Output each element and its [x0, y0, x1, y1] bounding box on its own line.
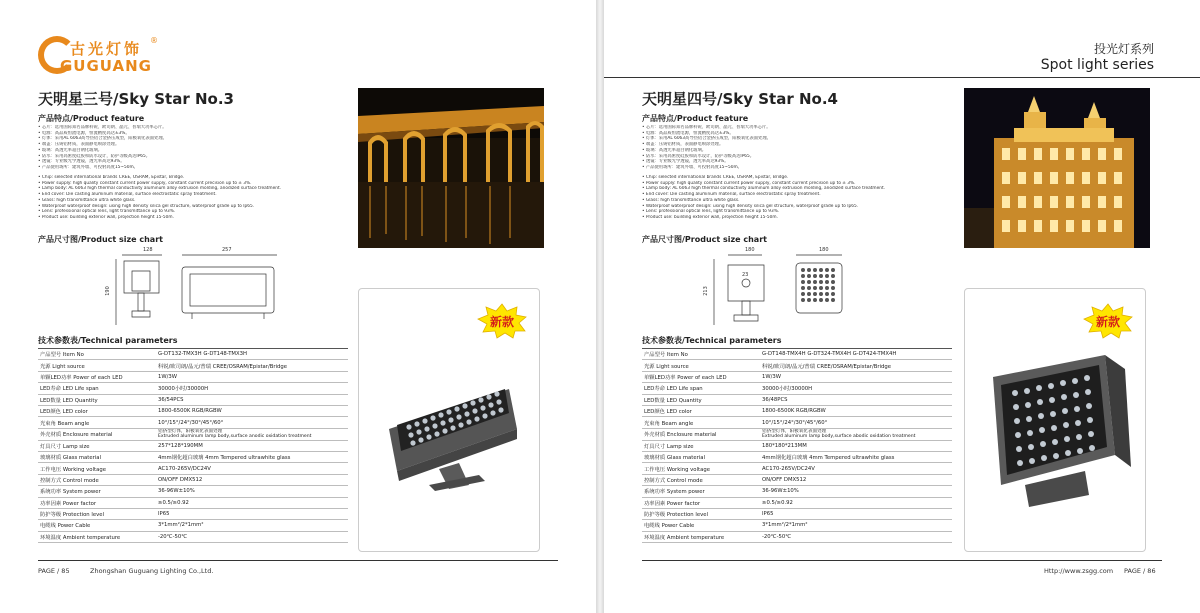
- param-name: LED数量 LED Quantity: [642, 394, 760, 405]
- param-name: 电缆线 Power Cable: [642, 520, 760, 531]
- size-chart-drawing: [112, 253, 282, 328]
- param-name: 灯具尺寸 Lamp size: [38, 440, 156, 451]
- dim-bracket: 23: [742, 272, 749, 278]
- param-value: 36/48PCS: [760, 394, 952, 405]
- param-value: 1W/3W: [760, 371, 952, 382]
- param-value: AC170-265V/DC24V: [156, 463, 348, 474]
- feature-item: • Glass: high transmittance ultra white glass.: [38, 197, 136, 203]
- size-chart-heading: 产品尺寸图/Product size chart: [642, 235, 767, 244]
- building-lighting-photo: [964, 88, 1150, 248]
- page-number: PAGE / 85: [38, 567, 70, 575]
- feature-item: • Waterproof waterproof design: using high density silica gel structure, waterproof grade up to Ip65.: [642, 203, 859, 209]
- param-value: 3*1mm²/2*1mm²: [156, 520, 348, 531]
- param-name: 功率因素 Power factor: [642, 497, 760, 508]
- size-chart-drawing: [710, 253, 860, 328]
- param-row: [642, 405, 952, 416]
- param-row: [642, 349, 952, 360]
- feature-item: • 透镜：专业级光学透镜，透光率高达93%。: [38, 159, 125, 165]
- page-number: PAGE / 86: [1124, 567, 1156, 575]
- param-value: 257*128*190MM: [156, 440, 348, 451]
- param-value: 36/54PCS: [156, 394, 348, 405]
- param-name: LED寿命 LED Life span: [642, 383, 760, 394]
- param-row: [38, 428, 348, 440]
- param-name: LED颜色 LED color: [642, 405, 760, 416]
- param-name: 光源 Light source: [38, 360, 156, 371]
- product-photo-box: [358, 288, 540, 552]
- bridge-lighting-photo: [358, 88, 544, 248]
- param-value: 36-96W±10%: [156, 486, 348, 497]
- param-row: [38, 463, 348, 474]
- dim-side-width: 180: [745, 247, 755, 253]
- param-row: [38, 383, 348, 394]
- param-value: -20℃-50℃: [156, 531, 348, 542]
- param-row: [642, 474, 952, 485]
- feature-item: • 端盖：压铸铝材质，表面静电喷涂处理。: [642, 142, 724, 148]
- feature-item: • Glass: high transmittance ultra white glass.: [642, 197, 740, 203]
- param-name: 系统功率 System power: [642, 486, 760, 497]
- new-product-badge: [1083, 303, 1133, 339]
- feature-item: • 玻璃：高透光率超白钢化玻璃。: [38, 147, 103, 153]
- feature-item: • Waterproof waterproof design: using high density silica gel structure, waterproof grade up to Ip65.: [38, 203, 255, 209]
- param-name: 工作电压 Working voltage: [642, 463, 760, 474]
- feature-item: • End cover: Die casting aluminum material, surface electrostatic spray treatment.: [38, 192, 217, 198]
- feature-item: • 玻璃：高透光率超白钢化玻璃。: [642, 147, 707, 153]
- params-table: [642, 348, 952, 543]
- param-row: [38, 474, 348, 485]
- param-row: [38, 486, 348, 497]
- param-value: ≥0.5/≥0.92: [760, 497, 952, 508]
- new-badge-label: 新款: [489, 315, 514, 329]
- param-value: 3*1mm²/2*1mm²: [760, 520, 952, 531]
- param-row: [642, 417, 952, 428]
- param-value: IP65: [156, 508, 348, 519]
- param-row: [642, 520, 952, 531]
- param-row: [642, 486, 952, 497]
- param-row: [38, 451, 348, 462]
- param-row: [642, 394, 952, 405]
- feature-item: • Lens: professional optical lens, light transmittance up to 93%.: [642, 209, 780, 215]
- param-value: 30000小时/30000H: [760, 383, 952, 394]
- param-value: 1800-6500K RGB/RGBW: [156, 405, 348, 416]
- param-row: [38, 394, 348, 405]
- brand-name-en: GUGUANG: [60, 57, 152, 75]
- param-row: [38, 371, 348, 382]
- param-name: 外壳材质 Enclosure material: [38, 428, 156, 440]
- book-spine: [596, 0, 604, 613]
- param-value: 10°/15°/24°/30°/45°/60°: [760, 417, 952, 428]
- param-value: 科锐/欧司朗/晶元/普瑞 CREE/OSRAM/Epistar/Bridge: [156, 360, 348, 371]
- feature-item: • Chip: selected international brands CREE, OSRAM, Epistar, Bridge.: [642, 175, 789, 180]
- param-row: [38, 520, 348, 531]
- feature-item: • 电源：高品质恒流电源，恒流精度高达±3%。: [38, 130, 130, 136]
- param-name: LED颜色 LED color: [38, 405, 156, 416]
- feature-item: • Lamp body: AL 6063 high thermal conductivity aluminum alloy extrusion molding, anodized surface treatment.: [38, 186, 282, 192]
- param-row: [38, 405, 348, 416]
- feature-heading: 产品特点/Product feature: [642, 114, 749, 123]
- param-row: [642, 440, 952, 451]
- param-value: 180*180*213MM: [760, 440, 952, 451]
- dim-front-width: 180: [819, 247, 829, 253]
- feature-item: • Chip: selected international brands CREE, OSRAM, Epistar, Bridge.: [38, 175, 185, 180]
- param-value: AC170-265V/DC24V: [760, 463, 952, 474]
- feature-item: • 防水：采用高密度硅胶和防水设计，防护等级高达IP65。: [642, 153, 755, 159]
- param-value: IP65: [760, 508, 952, 519]
- param-value: 1W/3W: [156, 371, 348, 382]
- param-name: 工作电压 Working voltage: [38, 463, 156, 474]
- feature-item: • 产品使用场所：建筑外墙、可投射高度15~50m。: [642, 164, 742, 170]
- new-product-badge: [477, 303, 527, 339]
- footer-rule: [38, 560, 558, 561]
- new-badge-label: 新款: [1095, 315, 1120, 329]
- param-name: 产品型号 Item No: [38, 349, 156, 360]
- feature-item: • Power supply: high quality constant current power supply, constant current precision up to ± 3%.: [642, 180, 856, 186]
- param-value: 4mm钢化超白玻璃 4mm Tempered ultrawhite glass: [760, 451, 952, 462]
- param-row: [642, 428, 952, 440]
- param-name: 系统功率 System power: [38, 486, 156, 497]
- param-name: LED数量 LED Quantity: [38, 394, 156, 405]
- param-value: 铝挤型灯体，阳极氧化表面处理 Extruded aluminum lamp body,surface abodic oxidation treatment: [760, 428, 952, 440]
- param-row: [642, 531, 952, 542]
- param-name: 灯具尺寸 Lamp size: [642, 440, 760, 451]
- feature-item: • 端盖：压铸铝材质，表面静电喷涂处理。: [38, 142, 120, 148]
- param-name: LED寿命 LED Life span: [38, 383, 156, 394]
- param-value: 4mm钢化超白玻璃 4mm Tempered ultrawhite glass: [156, 451, 348, 462]
- param-value: 10°/15°/24°/30°/45°/60°: [156, 417, 348, 428]
- param-name: 控制方式 Control mode: [642, 474, 760, 485]
- feature-item: • End cover: Die casting aluminum material, surface electrostatic spray treatment.: [642, 192, 821, 198]
- param-value: G-DT132-TMX3H G-DT148-TMX3H: [156, 349, 348, 360]
- param-row: [642, 371, 952, 382]
- feature-item: • Lamp body: AL 6063 high thermal conductivity aluminum alloy extrusion molding, anodized surface treatment.: [642, 186, 886, 192]
- param-name: 电缆线 Power Cable: [38, 520, 156, 531]
- param-name: 玻璃材质 Glass material: [38, 451, 156, 462]
- feature-item: • 灯体：采用AL 6063高导热铝合金挤压成型，阳极氧化表面处理。: [38, 136, 167, 142]
- param-value: G-DT148-TMX4H G-DT324-TMX4H G-DT424-TMX4H: [760, 349, 952, 360]
- company-name: Zhongshan Guguang Lighting Co.,Ltd.: [90, 567, 214, 575]
- param-row: [38, 508, 348, 519]
- param-row: [642, 383, 952, 394]
- dim-height: 190: [104, 286, 111, 296]
- product-title: 天明星四号/Sky Star No.4: [642, 90, 838, 108]
- param-row: [642, 508, 952, 519]
- dim-front-width: 257: [222, 247, 232, 253]
- param-name: 外壳材质 Enclosure material: [642, 428, 760, 440]
- feature-item: • Product use: building exterior wall, projection height 15-50m.: [38, 214, 174, 220]
- feature-item: • 产品使用场所：建筑外墙、可投射高度15~50m。: [38, 164, 138, 170]
- feature-item: • 芯片：选用国际知名品牌科锐、欧司朗、晶元、普瑞大功率芯片。: [38, 125, 167, 130]
- dim-height: 213: [702, 286, 709, 296]
- param-name: 光源 Light source: [642, 360, 760, 371]
- feature-list-cn: [642, 125, 942, 171]
- param-value: ON/OFF DMX512: [156, 474, 348, 485]
- param-row: [38, 440, 348, 451]
- feature-item: • 灯体：采用AL 6063高导热铝合金挤压成型，阳极氧化表面处理。: [642, 136, 771, 142]
- param-name: 防护等级 Protection level: [38, 508, 156, 519]
- param-name: 单颗LED功率 Power of each LED: [642, 371, 760, 382]
- param-name: 环境温度 Ambient temperature: [38, 531, 156, 542]
- product-title: 天明星三号/Sky Star No.3: [38, 90, 234, 108]
- param-value: ON/OFF DMX512: [760, 474, 952, 485]
- param-value: 36-96W±10%: [760, 486, 952, 497]
- param-name: 功率因素 Power factor: [38, 497, 156, 508]
- param-name: 产品型号 Item No: [642, 349, 760, 360]
- feature-list-cn: [38, 125, 338, 171]
- param-name: 单颗LED功率 Power of each LED: [38, 371, 156, 382]
- param-row: [38, 497, 348, 508]
- params-table: [38, 348, 348, 543]
- feature-item: • 防水：采用高密度硅胶和防水设计，防护等级高达IP65。: [38, 153, 151, 159]
- param-row: [642, 360, 952, 371]
- feature-item: • Power supply: high quality constant current power supply, constant current precision up to ± 3%.: [38, 180, 252, 186]
- feature-item: • 电源：高品质恒流电源，恒流精度高达±3%。: [642, 130, 734, 136]
- series-title-cn: 投光灯系列: [1093, 42, 1154, 56]
- brand-name-cn: 古光灯饰: [70, 40, 143, 58]
- feature-item: • Lens: professional optical lens, light transmittance up to 93%.: [38, 209, 176, 215]
- feature-list-en: [642, 175, 942, 221]
- series-title-en: Spot light series: [1040, 57, 1154, 73]
- param-value: 1800-6500K RGB/RGBW: [760, 405, 952, 416]
- feature-item: • 芯片：选用国际知名品牌科锐、欧司朗、晶元、普瑞大功率芯片。: [642, 125, 771, 130]
- product-photo-box: [964, 288, 1146, 552]
- param-name: 光束角 Beam angle: [642, 417, 760, 428]
- feature-item: • Product use: building exterior wall, projection height 15-50m.: [642, 214, 778, 220]
- param-value: 30000小时/30000H: [156, 383, 348, 394]
- registered-mark: ®: [150, 36, 158, 45]
- catalog-page-85: [0, 0, 596, 613]
- param-name: 控制方式 Control mode: [38, 474, 156, 485]
- params-heading: 技术参数表/Technical parameters: [38, 336, 178, 345]
- param-name: 环境温度 Ambient temperature: [642, 531, 760, 542]
- param-row: [38, 349, 348, 360]
- feature-heading: 产品特点/Product feature: [38, 114, 145, 123]
- size-chart-heading: 产品尺寸图/Product size chart: [38, 235, 163, 244]
- param-name: 玻璃材质 Glass material: [642, 451, 760, 462]
- param-row: [38, 360, 348, 371]
- param-row: [642, 497, 952, 508]
- param-value: 科锐/欧司朗/晶元/普瑞 CREE/OSRAM/Epistar/Bridge: [760, 360, 952, 371]
- param-row: [642, 463, 952, 474]
- param-value: 铝挤型灯体，阳极氧化表面处理 Extruded aluminum lamp body,surface anodic oxidation treatment: [156, 428, 348, 440]
- footer-rule: [642, 560, 1162, 561]
- param-row: [38, 417, 348, 428]
- brand-logo: [38, 36, 158, 76]
- param-value: ≥0.5/≥0.92: [156, 497, 348, 508]
- param-name: 光束角 Beam angle: [38, 417, 156, 428]
- feature-item: • 透镜：专业级光学透镜，透光率高达93%。: [642, 159, 729, 165]
- feature-list-en: [38, 175, 338, 221]
- catalog-page-86: [604, 0, 1200, 613]
- header-rule: [604, 77, 1200, 78]
- param-row: [642, 451, 952, 462]
- website-url: Http://www.zsgg.com: [1044, 567, 1114, 575]
- param-row: [38, 531, 348, 542]
- param-value: -20℃-50℃: [760, 531, 952, 542]
- param-name: 防护等级 Protection level: [642, 508, 760, 519]
- params-heading: 技术参数表/Technical parameters: [642, 336, 782, 345]
- dim-side-width: 128: [143, 247, 153, 253]
